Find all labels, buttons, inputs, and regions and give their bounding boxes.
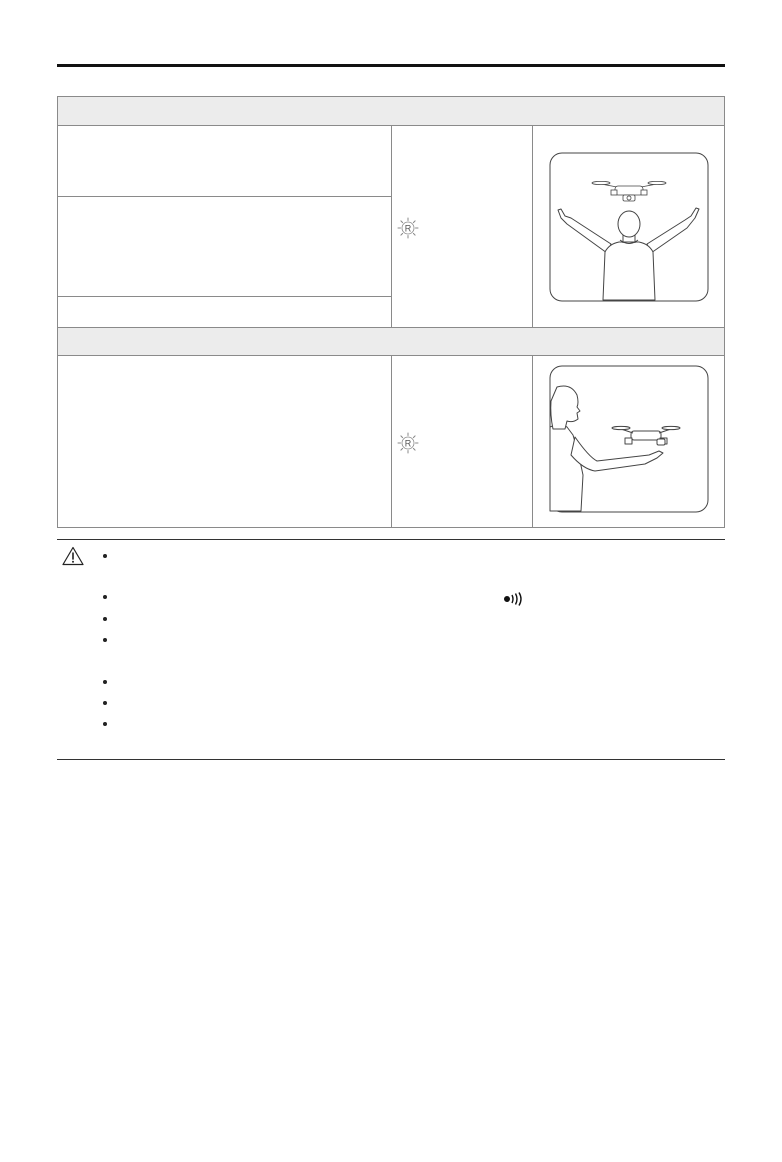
blinking-rear-led-icon [397,432,419,454]
column-divider [391,126,392,327]
gesture-table [57,96,725,528]
header-rule [57,64,725,67]
section-1-heading [58,97,724,126]
bullet [103,617,107,621]
bullet [103,722,107,726]
bullet [103,701,107,705]
section-2-heading [58,327,724,356]
bullet [103,554,107,558]
svg-text:R: R [404,438,412,449]
warning-notes [57,539,725,740]
column-divider [532,356,533,527]
footer-rule [57,759,725,760]
section-2-row-1 [58,356,391,527]
signal-wave-icon [503,592,525,606]
bullet [103,638,107,642]
section-1-row-1 [58,126,391,196]
palm-landing-gesture-illustration [549,365,709,513]
bullet [103,595,107,599]
column-divider [391,356,392,527]
section-1-row-2 [58,197,391,296]
warning-triangle-icon [62,546,84,566]
svg-text:R: R [404,223,412,234]
section-1-row-3 [58,297,391,327]
blinking-rear-led-icon [397,217,419,239]
arms-raised-gesture-illustration [549,152,709,302]
column-divider [532,126,533,327]
bullet [103,680,107,684]
